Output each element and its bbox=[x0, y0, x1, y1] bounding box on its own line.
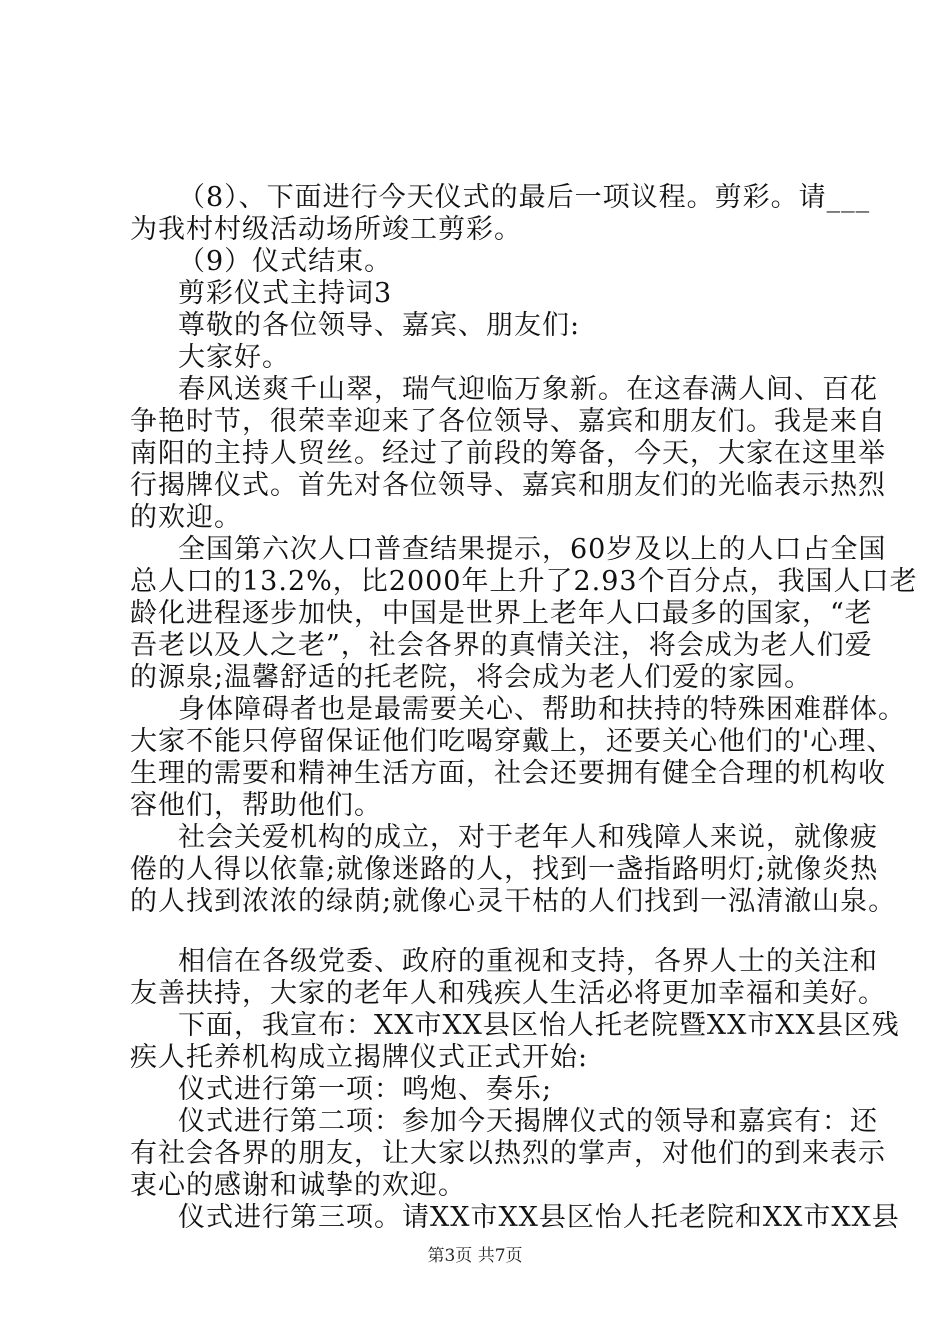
text-line: 疾人托养机构成立揭牌仪式正式开始: bbox=[130, 1042, 589, 1073]
text-line: 行揭牌仪式。首先对各位领导、嘉宾和朋友们的光临表示热烈 bbox=[130, 470, 886, 501]
text-line: 春风送爽千山翠，瑞气迎临万象新。在这春满人间、百花 bbox=[178, 374, 878, 405]
text-line: 全国第六次人口普查结果提示，60岁及以上的人口占全国 bbox=[178, 534, 887, 565]
text-line: 身体障碍者也是最需要关心、帮助和扶持的特殊困难群体。 bbox=[178, 694, 906, 725]
section-title: 剪彩仪式主持词3 bbox=[178, 278, 393, 309]
text-line: 总人口的13.2%，比2000年上升了2.93个百分点，我国人口老 bbox=[130, 566, 918, 597]
text-line: 大家不能只停留保证他们吃喝穿戴上，还要关心他们的'心理、 bbox=[130, 726, 895, 757]
text-line: 友善扶持，大家的老年人和残疾人生活必将更加幸福和美好。 bbox=[130, 978, 886, 1009]
text-line: 仪式进行第二项：参加今天揭牌仪式的领导和嘉宾有：还 bbox=[178, 1106, 878, 1137]
text-line: 吾老以及人之老”，社会各界的真情关注，将会成为老人们爱 bbox=[130, 630, 873, 661]
text-line: 大家好。 bbox=[178, 342, 290, 373]
text-line: 社会关爱机构的成立，对于老年人和残障人来说，就像疲 bbox=[178, 822, 878, 853]
text-line: （9）仪式结束。 bbox=[178, 246, 393, 277]
text-line: 有社会各界的朋友，让大家以热烈的掌声，对他们的到来表示 bbox=[130, 1138, 886, 1169]
text-line: 的人找到浓浓的绿荫;就像心灵干枯的人们找到一泓清澈山泉。 bbox=[130, 886, 897, 917]
page-number-footer: 第3页 共7页 bbox=[427, 1246, 523, 1266]
text-line: 仪式进行第一项：鸣炮、奏乐; bbox=[178, 1074, 553, 1105]
text-line: 倦的人得以依靠;就像迷路的人，找到一盏指路明灯;就像炎热 bbox=[130, 854, 879, 885]
text-line: 仪式进行第三项。请XX市XX县区怡人托老院和XX市XX县 bbox=[178, 1202, 900, 1233]
text-line: 容他们，帮助他们。 bbox=[130, 790, 382, 821]
text-line: 相信在各级党委、政府的重视和支持，各界人士的关注和 bbox=[178, 946, 878, 977]
text-line: 龄化进程逐步加快，中国是世界上老年人口最多的国家，“老 bbox=[130, 598, 873, 629]
text-line: 争艳时节，很荣幸迎来了各位领导、嘉宾和朋友们。我是来自 bbox=[130, 406, 886, 437]
text-line: 为我村村级活动场所竣工剪彩。 bbox=[130, 214, 522, 245]
text-line: 尊敬的各位领导、嘉宾、朋友们: bbox=[178, 310, 581, 341]
text-line: 衷心的感谢和诚挚的欢迎。 bbox=[130, 1170, 466, 1201]
text-line: 下面，我宣布：XX市XX县区怡人托老院暨XX市XX县区残 bbox=[178, 1010, 900, 1041]
text-line: （8）、下面进行今天仪式的最后一项议程。剪彩。请___ bbox=[178, 182, 871, 213]
text-line: 南阳的主持人贸丝。经过了前段的筹备，今天，大家在这里举 bbox=[130, 438, 886, 469]
text-line: 的欢迎。 bbox=[130, 502, 242, 533]
text-line: 的源泉;温馨舒适的托老院，将会成为老人们爱的家园。 bbox=[130, 662, 813, 693]
text-line: 生理的需要和精神生活方面，社会还要拥有健全合理的机构收 bbox=[130, 758, 886, 789]
